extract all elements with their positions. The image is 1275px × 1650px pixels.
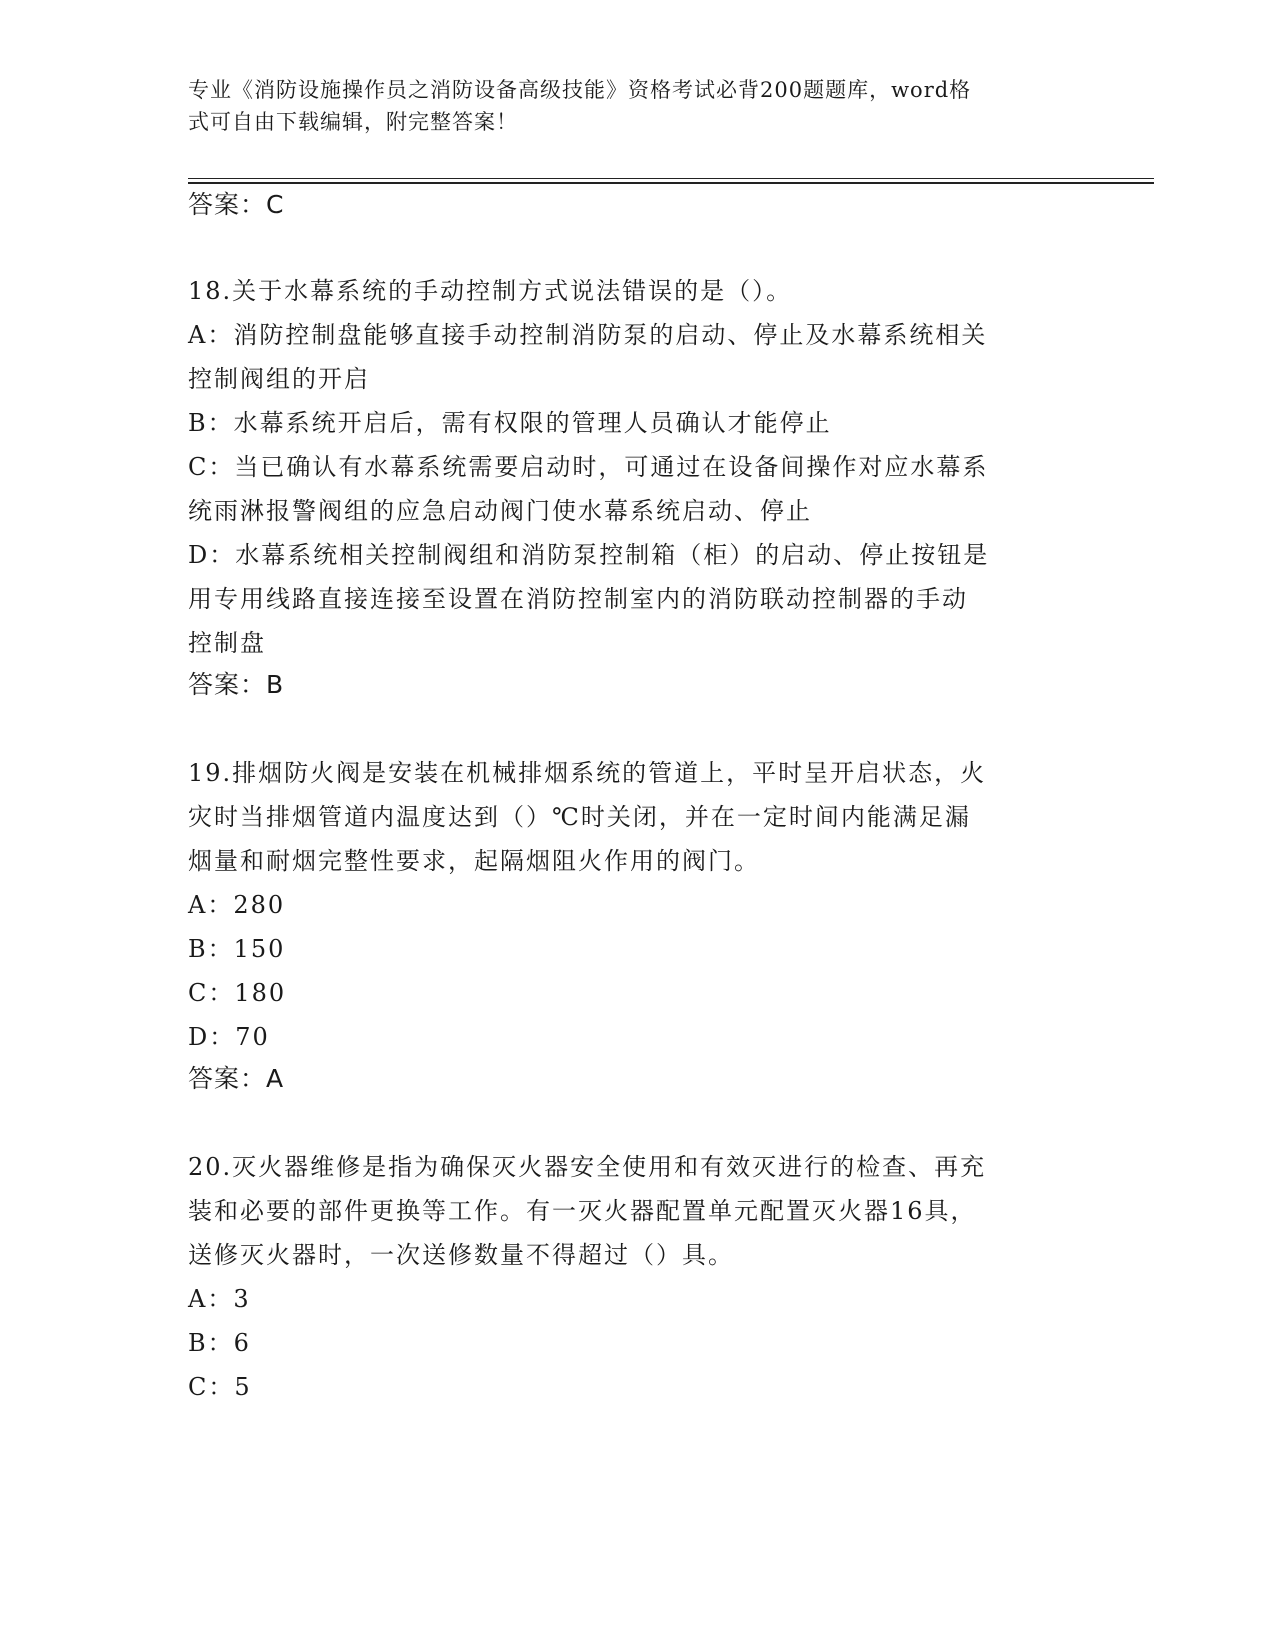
header-divider-thin xyxy=(188,178,1154,179)
document-header xyxy=(188,74,1068,138)
question-20-option-c: C：5 xyxy=(188,1373,252,1401)
question-20-option-a: A：3 xyxy=(188,1285,251,1313)
question-19-stem-line-1: 19.排烟防火阀是安装在机械排烟系统的管道上，平时呈开启状态，火 xyxy=(188,759,987,787)
question-18-option-c-line-2: 统雨淋报警阀组的应急启动阀门使水幕系统启动、停止 xyxy=(188,497,812,525)
question-19-option-c: C：180 xyxy=(188,979,287,1007)
question-18-option-d-line-3: 控制盘 xyxy=(188,629,266,657)
question-18-stem-line-1: 18.关于水幕系统的手动控制方式说法错误的是（）。 xyxy=(188,277,793,305)
question-19-option-a: A：280 xyxy=(188,891,286,919)
previous-answer: 答案：C xyxy=(188,190,285,219)
question-18-answer: 答案：B xyxy=(188,670,285,699)
question-19-answer: 答案：A xyxy=(188,1064,285,1093)
question-18-option-a-line-1: A：消防控制盘能够直接手动控制消防泵的启动、停止及水幕系统相关 xyxy=(188,321,988,349)
question-20-option-b: B：6 xyxy=(188,1329,251,1357)
question-18-option-c-line-1: C：当已确认有水幕系统需要启动时，可通过在设备间操作对应水幕系 xyxy=(188,453,989,481)
header-line-1: 专业《消防设施操作员之消防设备高级技能》资格考试必背200题题库，word格 xyxy=(188,78,972,102)
question-18-option-d-line-2: 用专用线路直接连接至设置在消防控制室内的消防联动控制器的手动 xyxy=(188,585,968,613)
question-18-option-d-line-1: D：水幕系统相关控制阀组和消防泵控制箱（柜）的启动、停止按钮是 xyxy=(188,541,990,569)
question-18-option-b: B：水幕系统开启后，需有权限的管理人员确认才能停止 xyxy=(188,409,832,437)
question-19-option-b: B：150 xyxy=(188,935,286,963)
header-divider-thick xyxy=(188,182,1154,184)
header-line-2: 式可自由下载编辑，附完整答案！ xyxy=(188,110,518,134)
question-20-stem-line-3: 送修灭火器时，一次送修数量不得超过（）具。 xyxy=(188,1241,734,1269)
question-19-stem-line-3: 烟量和耐烟完整性要求，起隔烟阻火作用的阀门。 xyxy=(188,847,760,875)
question-18-option-a-line-2: 控制阀组的开启 xyxy=(188,365,370,393)
question-19-option-d: D：70 xyxy=(188,1023,270,1051)
question-19-stem-line-2: 灾时当排烟管道内温度达到（）℃时关闭，并在一定时间内能满足漏 xyxy=(188,803,971,831)
question-20-stem-line-2: 装和必要的部件更换等工作。有一灭火器配置单元配置灭火器16具， xyxy=(188,1197,977,1225)
question-20-stem-line-1: 20.灭火器维修是指为确保灭火器安全使用和有效灭进行的检查、再充 xyxy=(188,1153,987,1181)
